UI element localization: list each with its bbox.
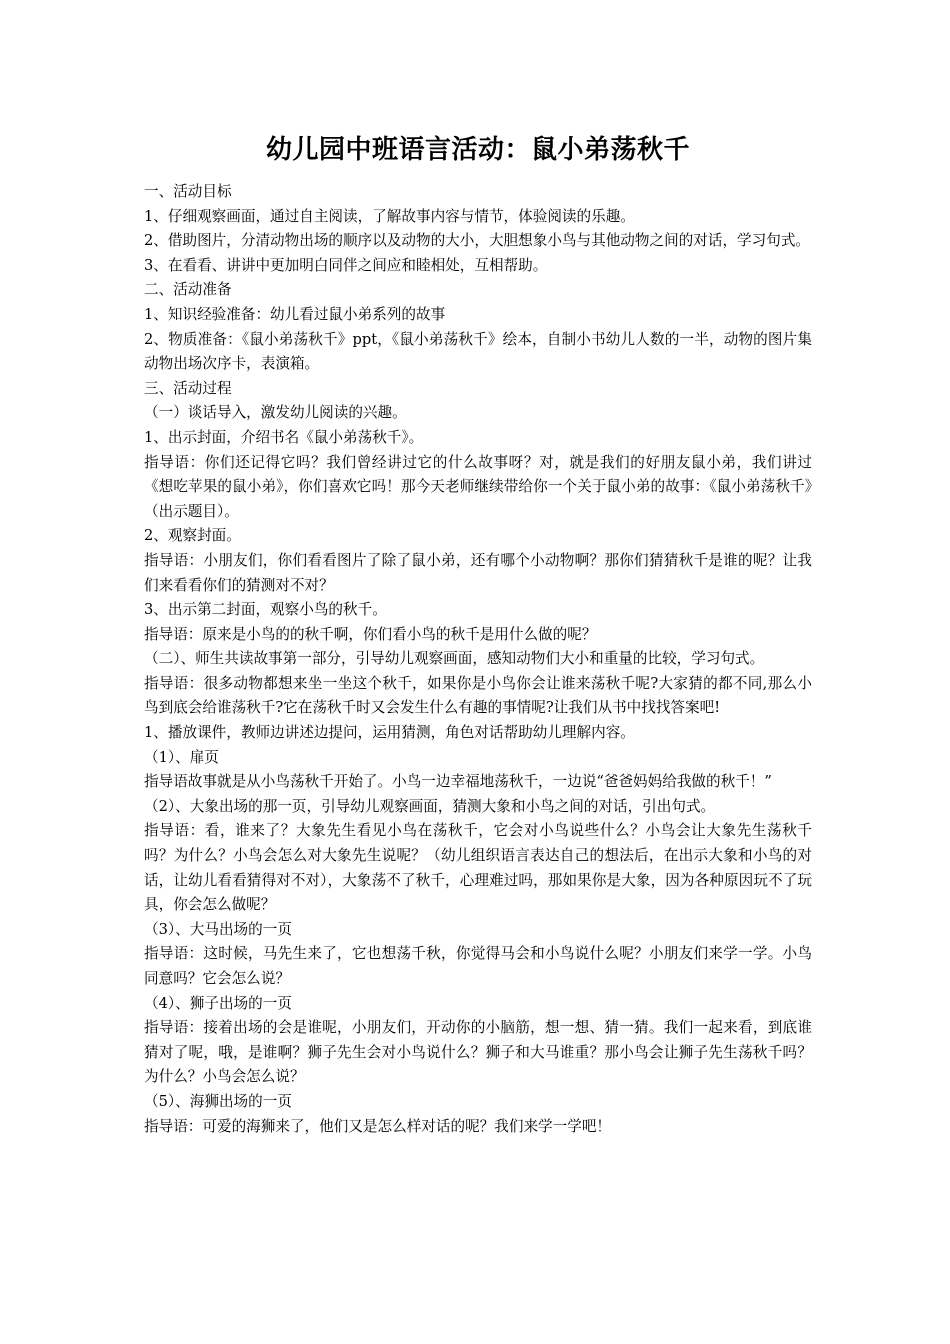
section-heading: 二、活动准备 bbox=[144, 281, 232, 299]
paragraph: 指导语：这时候，马先生来了，它也想荡千秋，你觉得马会和小鸟说什么呢？小朋友们来学一学。小鸟同意吗？它会怎么说？ bbox=[144, 945, 812, 987]
paragraph: 指导语：可爱的海狮来了，他们又是怎么样对话的呢？我们来学一学吧！ bbox=[144, 1117, 612, 1135]
paragraph: 1、播放课件，教师边讲述边提问，运用猜测，角色对话帮助幼儿理解内容。 bbox=[144, 724, 635, 742]
document-body bbox=[144, 180, 812, 1139]
paragraph: 指导语：你们还记得它吗？我们曾经讲过它的什么故事呀？对，就是我们的好朋友鼠小弟，我们讲过《想吃苹果的鼠小弟》，你们喜欢它吗！那今天老师继续带给你一个关于鼠小弟的故事：《鼠小弟荡秋千》（出示题目）。 bbox=[144, 453, 812, 520]
paragraph: 指导语：接着出场的会是谁呢，小朋友们，开动你的小脑筋，想一想、猜一猜。我们一起来看，到底谁猜对了呢，哦，是谁啊？狮子先生会对小鸟说什么？狮子和大马谁重？那小鸟会让狮子先生荡秋千吗？为什么？小鸟会怎么说？ bbox=[144, 1019, 812, 1086]
paragraph: 指导语：很多动物都想来坐一坐这个秋千，如果你是小鸟你会让谁来荡秋千呢?大家猜的都不同,那么小鸟到底会给谁荡秋千?它在荡秋千时又会发生什么有趣的事情呢?让我们从书中找找答案吧! bbox=[144, 674, 812, 717]
section-heading: 三、活动过程 bbox=[144, 379, 232, 397]
section-heading: 一、活动目标 bbox=[144, 183, 232, 200]
paragraph: 3、出示第二封面，观察小鸟的秋千。 bbox=[144, 601, 387, 619]
paragraph: 指导语：原来是小鸟的的秋千啊，你们看小鸟的秋千是用什么做的呢？ bbox=[144, 625, 597, 643]
subsection-heading: （一）谈话导入，激发幼儿阅读的兴趣。 bbox=[144, 404, 407, 422]
paragraph: 指导语：看，谁来了？大象先生看见小鸟在荡秋千，它会对小鸟说些什么？小鸟会让大象先生荡秋千吗？为什么？小鸟会怎么对大象先生说呢？（幼儿组织语言表达自己的想法后，在出示大象和小鸟的对话，让幼儿看看猜得对不对），大象荡不了秋千，心理难过吗，那如果你是大象，因为各种原因玩不了玩具，你会怎么做呢？ bbox=[144, 822, 812, 914]
subsection-heading: （二）、师生共读故事第一部分，引导幼儿观察画面，感知动物们大小和重量的比较，学习句式。 bbox=[144, 650, 765, 668]
paragraph: （4）、狮子出场的一页 bbox=[144, 994, 292, 1012]
document-title: 幼儿园中班语言活动：鼠小弟荡秋千 bbox=[265, 135, 690, 165]
paragraph: （1）、扉页 bbox=[144, 748, 219, 766]
paragraph: 2、物质准备：《鼠小弟荡秋千》ppt，《鼠小弟荡秋千》绘本，自制小书幼儿人数的一半，动物的图片集动物出场次序卡，表演箱。 bbox=[144, 330, 812, 373]
paragraph: 1、仔细观察画面，通过自主阅读，了解故事内容与情节，体验阅读的乐趣。 bbox=[144, 207, 635, 225]
paragraph: 指导语：小朋友们，你们看看图片了除了鼠小弟，还有哪个小动物啊？那你们猜猜秋千是谁的呢？让我们来看看你们的猜测对不对？ bbox=[144, 551, 812, 594]
paragraph: 指导语故事就是从小鸟荡秋千开始了。小鸟一边幸福地荡秋千，一边说“爸爸妈妈给我做的秋千！” bbox=[144, 773, 772, 791]
paragraph: 2、观察封面。 bbox=[144, 527, 241, 545]
paragraph: （3）、大马出场的一页 bbox=[144, 920, 292, 938]
paragraph: 2、借助图片，分清动物出场的顺序以及动物的大小，大胆想象小鸟与其他动物之间的对话，学习句式。 bbox=[144, 232, 811, 250]
paragraph: 1、知识经验准备：幼儿看过鼠小弟系列的故事 bbox=[144, 305, 446, 323]
document-page bbox=[144, 128, 812, 1139]
paragraph: 3、在看看、讲讲中更加明白同伴之间应和睦相处，互相帮助。 bbox=[144, 256, 548, 274]
paragraph: 1、出示封面，介绍书名《鼠小弟荡秋千》。 bbox=[144, 428, 424, 446]
paragraph: （5）、海狮出场的一页 bbox=[144, 1092, 292, 1110]
paragraph: （2）、大象出场的那一页，引导幼儿观察画面，猜测大象和小鸟之间的对话，引出句式。 bbox=[144, 797, 716, 815]
